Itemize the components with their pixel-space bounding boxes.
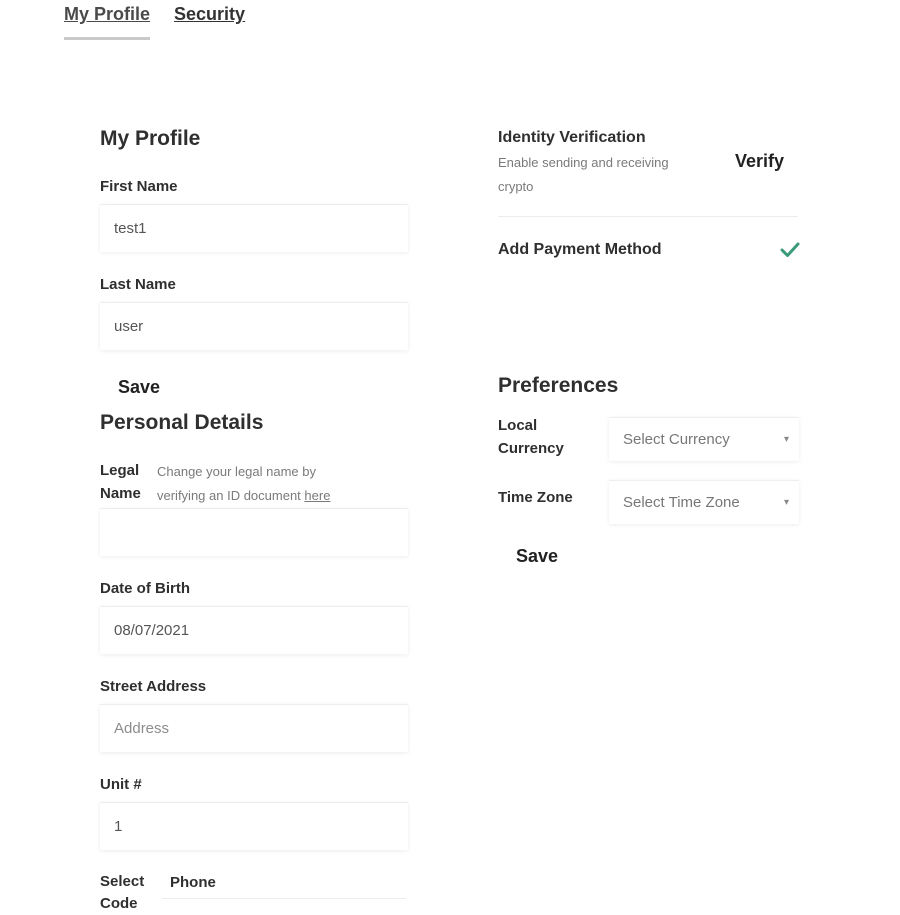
legal-name-here-link[interactable]: here bbox=[304, 488, 331, 503]
identity-desc-line2: crypto bbox=[498, 179, 534, 194]
profile-save-button[interactable]: Save bbox=[118, 377, 161, 397]
legal-name-input[interactable] bbox=[100, 509, 408, 556]
identity-verification-desc bbox=[498, 151, 669, 199]
last-name-field[interactable] bbox=[100, 302, 408, 350]
phone-field-edge bbox=[162, 898, 406, 899]
unit-label: Unit # bbox=[100, 776, 142, 793]
local-currency-label-line1: Local bbox=[498, 417, 538, 434]
timezone-select-value: Select Time Zone bbox=[623, 494, 740, 511]
dob-field[interactable] bbox=[100, 606, 408, 654]
last-name-input[interactable] bbox=[100, 303, 408, 350]
street-address-label: Street Address bbox=[100, 678, 207, 695]
phone-label: Phone bbox=[170, 874, 216, 891]
identity-divider bbox=[498, 216, 798, 217]
chevron-down-icon: ▾ bbox=[783, 434, 789, 445]
first-name-field[interactable] bbox=[100, 204, 408, 252]
last-name-label: Last Name bbox=[100, 276, 176, 293]
unit-field[interactable] bbox=[100, 802, 408, 850]
currency-select-value: Select Currency bbox=[623, 431, 730, 448]
unit-input[interactable] bbox=[100, 803, 408, 850]
legal-name-help-line2 bbox=[157, 484, 330, 508]
time-zone-label: Time Zone bbox=[498, 489, 573, 506]
verify-button[interactable]: Verify bbox=[735, 151, 785, 171]
preferences-heading: Preferences bbox=[498, 374, 619, 397]
add-payment-method[interactable]: Add Payment Method bbox=[498, 241, 662, 258]
legal-name-help-text: verifying an ID document bbox=[157, 488, 301, 503]
legal-name-help-line1: Change your legal name by bbox=[157, 464, 316, 479]
chevron-down-icon: ▾ bbox=[783, 497, 789, 508]
currency-select[interactable] bbox=[609, 417, 799, 461]
dob-label: Date of Birth bbox=[100, 580, 190, 597]
street-address-input[interactable] bbox=[100, 705, 408, 752]
first-name-label: First Name bbox=[100, 178, 178, 195]
select-code-label-line1: Select bbox=[100, 873, 145, 890]
personal-details-heading: Personal Details bbox=[100, 411, 264, 434]
legal-name-label-line2: Name bbox=[100, 485, 141, 502]
my-profile-heading: My Profile bbox=[100, 127, 201, 150]
tab-my-profile[interactable]: My Profile bbox=[64, 0, 150, 38]
legal-name-help bbox=[157, 460, 330, 508]
identity-verification-title: Identity Verification bbox=[498, 129, 646, 146]
local-currency-label bbox=[498, 414, 564, 460]
legal-name-label bbox=[100, 459, 141, 505]
dob-input[interactable] bbox=[100, 607, 408, 654]
select-code-label-line2: Code bbox=[100, 895, 138, 912]
timezone-select[interactable] bbox=[609, 480, 799, 524]
local-currency-label-line2: Currency bbox=[498, 440, 564, 457]
tab-bar bbox=[64, 0, 245, 42]
tab-security[interactable]: Security bbox=[174, 4, 246, 24]
street-address-field[interactable] bbox=[100, 704, 408, 752]
first-name-input[interactable] bbox=[100, 205, 408, 252]
legal-name-label-line1: Legal bbox=[100, 462, 140, 479]
checkmark-icon bbox=[780, 241, 800, 259]
select-code-label[interactable] bbox=[100, 871, 144, 915]
legal-name-field[interactable] bbox=[100, 508, 408, 556]
identity-desc-line1: Enable sending and receiving bbox=[498, 155, 669, 170]
preferences-save-button[interactable]: Save bbox=[516, 546, 559, 566]
